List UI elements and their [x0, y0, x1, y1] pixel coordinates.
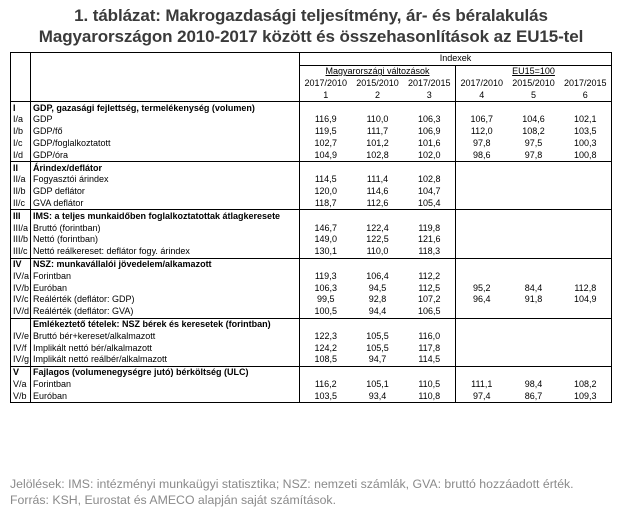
- row-label: GDP deflátor: [31, 186, 300, 198]
- row-label: Reálérték (deflátor: GDP): [31, 294, 300, 306]
- cell-value: [456, 318, 508, 330]
- row-label: GDP/foglalkoztatott: [31, 138, 300, 150]
- cell-value: [560, 318, 612, 330]
- row-code: II/c: [11, 198, 31, 210]
- cell-value: 98,4: [524, 378, 543, 389]
- cell-value: [508, 234, 560, 246]
- row-label: Implikált nettó reálbér/alkalmazott: [31, 354, 300, 366]
- cell-value: 112,5: [404, 282, 456, 294]
- cell-value: [352, 210, 404, 222]
- cell-value: 92,8: [368, 294, 387, 305]
- cell-value: 116,2: [314, 378, 337, 389]
- cell-value: [508, 210, 560, 222]
- indexek-header: Indexek: [300, 53, 612, 66]
- table-row: [11, 330, 612, 342]
- section-header-row: [11, 162, 612, 174]
- cell-value: 108,5: [314, 354, 338, 365]
- table-row: [11, 174, 612, 186]
- cell-value: [508, 246, 560, 258]
- data-table: [10, 52, 612, 403]
- cell-value: [456, 198, 508, 210]
- row-code: II/b: [11, 186, 31, 198]
- row-label: Bruttó bér+kereset/alkalmazott: [31, 330, 300, 342]
- footnote-source: Forrás: KSH, Eurostat és AMECO alapján saját számítások.: [10, 492, 336, 507]
- cell-value: 100,3: [560, 138, 612, 150]
- row-label: Forintban: [31, 379, 300, 391]
- cell-value: 116,0: [404, 330, 456, 342]
- cell-value: 96,4: [472, 294, 491, 305]
- cell-value: 120,0: [314, 186, 338, 197]
- cell-value: 117,8: [404, 342, 456, 354]
- col-number: 5: [530, 89, 536, 100]
- row-code: I: [11, 102, 31, 114]
- cell-value: 86,7: [508, 390, 560, 402]
- row-code: IV/a: [11, 270, 31, 282]
- cell-value: 124,2: [314, 342, 338, 353]
- table-row: [11, 186, 612, 198]
- row-label: GVA deflátor: [31, 198, 300, 210]
- cell-value: 91,8: [524, 294, 543, 305]
- cell-value: [560, 366, 612, 378]
- cell-value: [560, 162, 612, 174]
- year-header: 2015/2010: [356, 77, 399, 88]
- cell-value: 149,0: [314, 234, 338, 245]
- cell-value: [560, 234, 612, 246]
- cell-value: [508, 330, 560, 342]
- cell-value: 103,5: [560, 126, 612, 138]
- cell-value: [560, 258, 612, 270]
- row-label: GDP: [31, 114, 300, 126]
- row-code: III/c: [11, 246, 31, 258]
- row-code: III: [11, 210, 31, 222]
- table-body: [11, 102, 612, 403]
- cell-value: [508, 318, 560, 330]
- cell-value: 110,0: [366, 114, 389, 125]
- table-row: [11, 390, 612, 402]
- table-row: [11, 270, 612, 282]
- row-code: [11, 318, 31, 330]
- cell-value: 106,4: [366, 270, 389, 281]
- cell-value: 93,4: [352, 390, 404, 402]
- cell-value: [456, 174, 508, 186]
- cell-value: 119,8: [404, 222, 456, 234]
- cell-value: 122,4: [366, 222, 389, 233]
- cell-value: [508, 174, 560, 186]
- cell-value: [456, 330, 508, 342]
- table-row: [11, 294, 612, 306]
- cell-value: [508, 198, 560, 210]
- table-row: [11, 379, 612, 391]
- cell-value: 112,0: [470, 126, 493, 137]
- cell-value: [456, 210, 508, 222]
- year-header: 2017/2010: [460, 77, 504, 88]
- title-line-1: 1. táblázat: Makrogazdasági teljesítmény, ár- és béralakulás: [74, 6, 548, 25]
- row-label: Forintban: [31, 270, 300, 282]
- cell-value: [508, 222, 560, 234]
- cell-value: 119,3: [314, 270, 337, 281]
- cell-value: [508, 366, 560, 378]
- row-label: Bruttó (forintban): [31, 222, 300, 234]
- cell-value: 95,2: [472, 282, 491, 293]
- cell-value: 110,8: [404, 390, 456, 402]
- cell-value: [456, 258, 508, 270]
- header-row-indexek: [11, 53, 612, 66]
- table-row: [11, 354, 612, 366]
- row-label: Nettó (forintban): [31, 234, 300, 246]
- cell-value: 94,7: [368, 354, 387, 365]
- cell-value: [508, 270, 560, 282]
- section-title: NSZ: munkavállalói jövedelem/alkamazott: [31, 258, 300, 270]
- cell-value: 97,8: [472, 137, 491, 148]
- cell-value: [404, 102, 456, 114]
- cell-value: [456, 354, 508, 366]
- row-code: IV/b: [11, 282, 31, 294]
- cell-value: 109,3: [560, 390, 612, 402]
- cell-value: [456, 234, 508, 246]
- cell-value: 112,8: [560, 282, 612, 294]
- cell-value: 122,3: [314, 330, 338, 341]
- cell-value: [508, 102, 560, 114]
- section-header-row: [11, 318, 612, 330]
- row-code: V/b: [11, 390, 31, 402]
- row-code: IV/e: [11, 330, 31, 342]
- cell-value: [560, 246, 612, 258]
- cell-value: 114,5: [314, 174, 337, 185]
- cell-value: [508, 186, 560, 198]
- cell-value: 119,5: [314, 126, 337, 137]
- cell-value: 94,5: [368, 282, 387, 293]
- cell-value: 102,1: [560, 114, 612, 126]
- group-header-eu: EU15=100: [512, 66, 555, 77]
- footnote-abbreviations: Jelölések: IMS: intézményi munkaügyi statisztika; NSZ: nemzeti számlák, GVA: bruttó hozzáadott érték.: [10, 477, 574, 491]
- cell-value: 111,1: [471, 378, 493, 389]
- row-code: III/b: [11, 234, 31, 246]
- year-header: 2017/2010: [304, 77, 348, 88]
- cell-value: 106,3: [404, 114, 456, 126]
- cell-value: [456, 342, 508, 354]
- row-code: II: [11, 162, 31, 174]
- table-row: [11, 234, 612, 246]
- table-row: [11, 306, 612, 318]
- table-row: [11, 282, 612, 294]
- cell-value: 104,9: [314, 149, 338, 160]
- cell-value: 110,0: [366, 246, 389, 257]
- cell-value: 106,3: [314, 282, 338, 293]
- cell-value: 107,2: [404, 294, 456, 306]
- cell-value: 104,9: [560, 294, 612, 306]
- cell-value: 112,6: [366, 197, 389, 208]
- cell-value: 116,9: [314, 114, 337, 125]
- cell-value: [560, 306, 612, 318]
- cell-value: [508, 258, 560, 270]
- cell-value: [456, 246, 508, 258]
- cell-value: 108,2: [560, 379, 612, 391]
- cell-value: 108,2: [522, 126, 545, 137]
- col-number: 1: [323, 89, 329, 100]
- cell-value: 110,5: [404, 379, 456, 391]
- cell-value: [560, 342, 612, 354]
- cell-value: [456, 222, 508, 234]
- cell-value: 102,8: [366, 149, 389, 160]
- cell-value: 97,5: [524, 137, 543, 148]
- cell-value: [404, 318, 456, 330]
- cell-value: 102,0: [404, 149, 456, 161]
- cell-value: [404, 366, 456, 378]
- cell-value: 118,7: [314, 197, 337, 208]
- cell-value: [352, 162, 404, 174]
- cell-value: [300, 366, 352, 378]
- cell-value: 97,8: [524, 149, 543, 160]
- year-header: 2015/2010: [512, 77, 555, 88]
- table-row: [11, 246, 612, 258]
- row-label: GDP/fő: [31, 126, 300, 138]
- cell-value: [300, 258, 352, 270]
- cell-value: 121,6: [404, 234, 456, 246]
- cell-value: 105,5: [366, 342, 389, 353]
- section-title: Árindex/deflátor: [31, 162, 300, 174]
- col-number: 4: [479, 89, 485, 100]
- cell-value: 101,6: [404, 138, 456, 150]
- row-code: I/c: [11, 138, 31, 150]
- row-code: V: [11, 366, 31, 378]
- year-header: 2017/2015: [560, 78, 612, 90]
- section-title: GDP, gazasági fejlettség, termelékenység (volumen): [31, 102, 300, 114]
- row-code: IV/g: [11, 354, 31, 366]
- cell-value: [508, 354, 560, 366]
- cell-value: 105,5: [366, 330, 389, 341]
- cell-value: [560, 330, 612, 342]
- cell-value: 100,5: [314, 306, 338, 317]
- title-line-2: Magyarországon 2010-2017 között és összehasonlítások az EU15-tel: [38, 27, 584, 46]
- table-row: [11, 222, 612, 234]
- table-row: [11, 342, 612, 354]
- cell-value: 103,5: [300, 390, 352, 402]
- cell-value: [560, 270, 612, 282]
- year-header: 2017/2015: [404, 78, 456, 90]
- cell-value: 102,8: [404, 174, 456, 186]
- col-number: 3: [404, 89, 456, 101]
- cell-value: 114,5: [404, 354, 456, 366]
- row-code: II/a: [11, 174, 31, 186]
- row-label: Nettó reálkereset: deflátor fogy. árindex: [31, 246, 300, 258]
- row-code: V/a: [11, 379, 31, 391]
- cell-value: [300, 318, 352, 330]
- row-code: IV/d: [11, 306, 31, 318]
- table-row: [11, 138, 612, 150]
- cell-value: 99,5: [316, 294, 335, 305]
- cell-value: [560, 174, 612, 186]
- cell-value: [404, 210, 456, 222]
- cell-value: 111,7: [366, 126, 389, 137]
- cell-value: [560, 210, 612, 222]
- cell-value: [352, 318, 404, 330]
- table-row: [11, 114, 612, 126]
- cell-value: [352, 102, 404, 114]
- cell-value: [300, 162, 352, 174]
- row-code: I/b: [11, 126, 31, 138]
- col-number: 2: [374, 89, 380, 100]
- col-number: 6: [560, 89, 612, 101]
- cell-value: 106,7: [470, 114, 494, 125]
- section-title: Emlékeztető tételek: NSZ bérek és keresetek (forintban): [31, 318, 300, 330]
- section-title: Fajlagos (volumenegységre jutó) bérköltség (ULC): [31, 366, 300, 378]
- row-code: I/d: [11, 149, 31, 161]
- row-code: III/a: [11, 222, 31, 234]
- cell-value: 101,2: [366, 137, 389, 148]
- cell-value: 106,9: [404, 126, 456, 138]
- row-label: Implikált nettó bér/alkalmazott: [31, 342, 300, 354]
- cell-value: 100,8: [560, 149, 612, 161]
- cell-value: [456, 270, 508, 282]
- cell-value: 146,7: [314, 222, 338, 233]
- cell-value: [456, 306, 508, 318]
- section-header-row: [11, 102, 612, 114]
- row-code: I/a: [11, 114, 31, 126]
- cell-value: [508, 162, 560, 174]
- cell-value: [560, 102, 612, 114]
- section-header-row: [11, 366, 612, 378]
- cell-value: 102,7: [314, 137, 338, 148]
- row-label: Reálérték (deflátor: GVA): [31, 306, 300, 318]
- table-row: [11, 126, 612, 138]
- cell-value: 104,6: [522, 114, 545, 125]
- table-row: [11, 149, 612, 161]
- cell-value: 118,3: [404, 246, 456, 258]
- cell-value: [352, 366, 404, 378]
- cell-value: [456, 162, 508, 174]
- cell-value: 98,6: [472, 149, 491, 160]
- row-code: IV/c: [11, 294, 31, 306]
- cell-value: [300, 210, 352, 222]
- section-header-row: [11, 258, 612, 270]
- cell-value: 97,4: [456, 390, 508, 402]
- table-title: [0, 0, 622, 47]
- row-label: Euróban: [31, 390, 300, 402]
- cell-value: [404, 258, 456, 270]
- cell-value: 111,4: [366, 174, 389, 185]
- cell-value: [352, 258, 404, 270]
- cell-value: [560, 354, 612, 366]
- cell-value: 114,6: [366, 186, 389, 197]
- cell-value: 105,4: [404, 198, 456, 210]
- cell-value: [456, 102, 508, 114]
- cell-value: 122,5: [366, 234, 389, 245]
- section-header-row: [11, 210, 612, 222]
- row-label: Fogyasztói árindex: [31, 174, 300, 186]
- row-label: Euróban: [31, 282, 300, 294]
- cell-value: [508, 306, 560, 318]
- section-title: IMS: a teljes munkaidőben foglalkoztatottak átlagkeresete: [31, 210, 300, 222]
- row-code: IV/f: [11, 342, 31, 354]
- cell-value: [404, 162, 456, 174]
- cell-value: [508, 342, 560, 354]
- cell-value: [560, 198, 612, 210]
- cell-value: [560, 186, 612, 198]
- cell-value: [560, 222, 612, 234]
- cell-value: [456, 366, 508, 378]
- cell-value: 94,4: [368, 306, 387, 317]
- cell-value: [300, 102, 352, 114]
- cell-value: 106,5: [404, 306, 456, 318]
- cell-value: 104,7: [404, 186, 456, 198]
- cell-value: 84,4: [524, 282, 543, 293]
- cell-value: [456, 186, 508, 198]
- group-header-hu: Magyarországi változások: [325, 66, 430, 77]
- table-row: [11, 198, 612, 210]
- cell-value: 105,1: [366, 378, 389, 389]
- table-footer: [10, 477, 614, 508]
- cell-value: 130,1: [314, 246, 338, 257]
- row-label: GDP/óra: [31, 149, 300, 161]
- cell-value: 112,2: [404, 270, 456, 282]
- row-code: IV: [11, 258, 31, 270]
